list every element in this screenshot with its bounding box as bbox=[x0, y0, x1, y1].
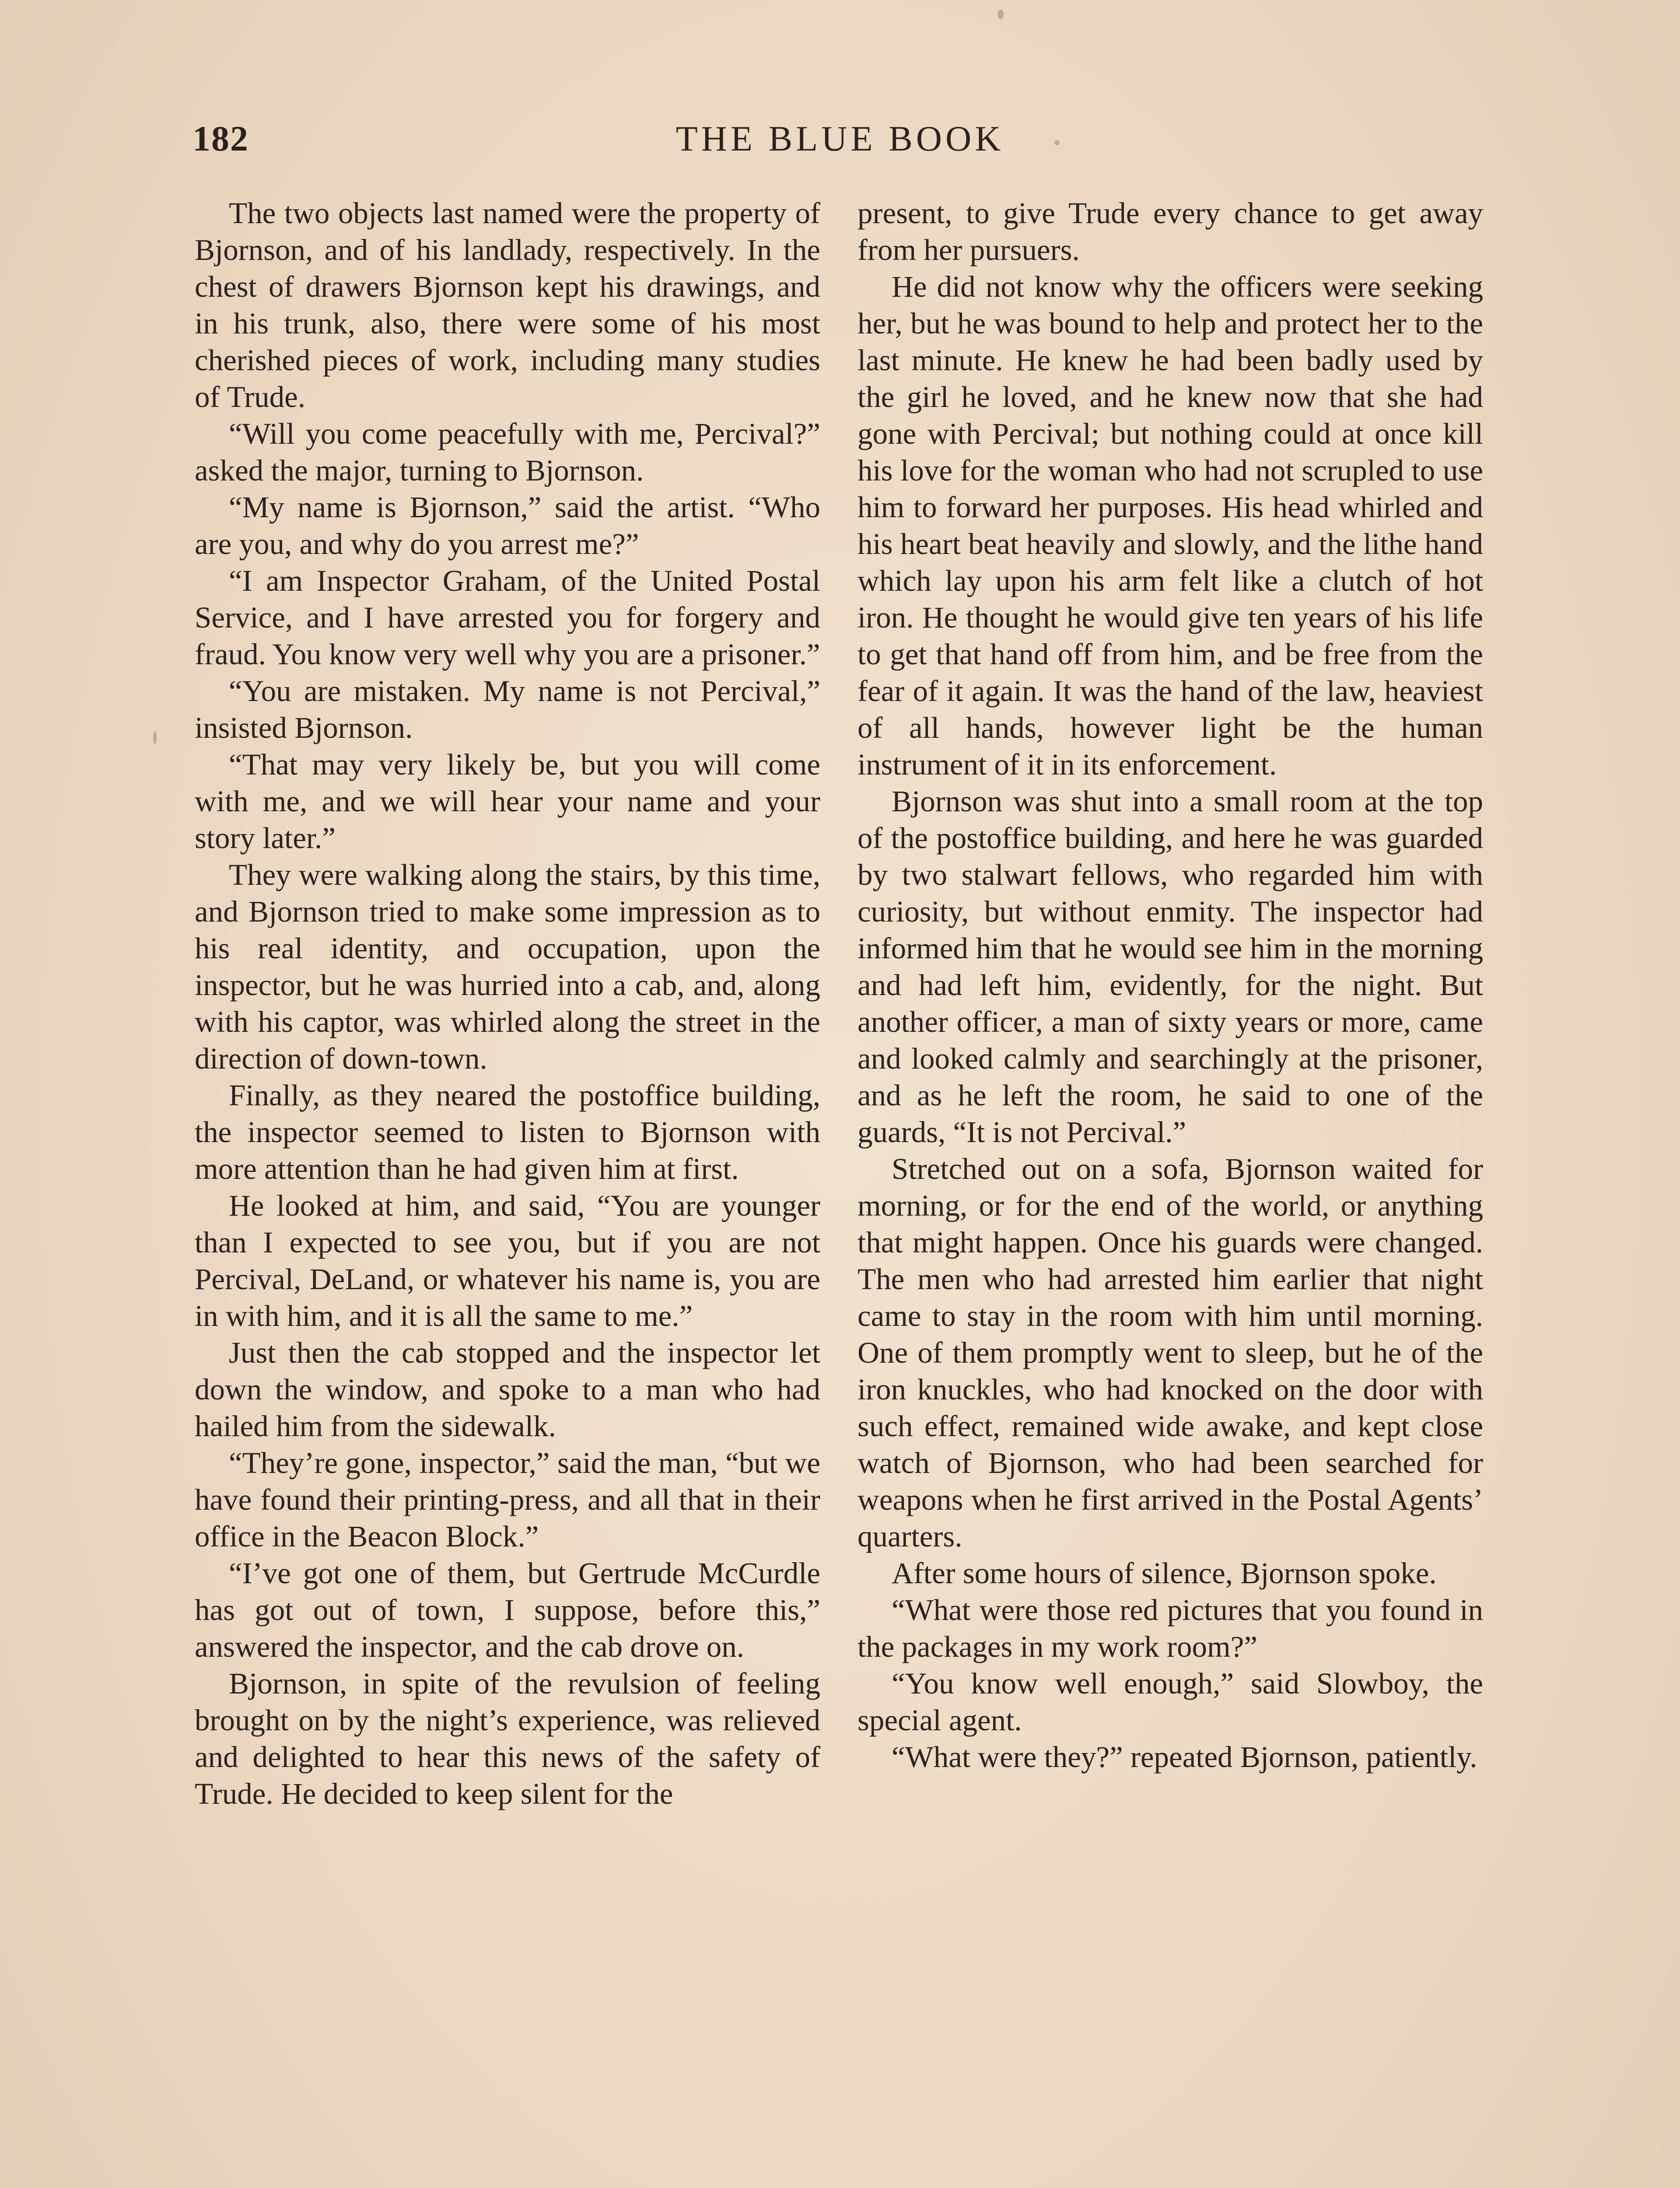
paragraph: “Will you come peacefully with me, Percival?” asked the major, turning to Bjornson. bbox=[195, 417, 820, 487]
paragraph: Just then the cab stopped and the inspector let down the window, and spoke to a man who had hailed him from the sidewalk. bbox=[195, 1336, 820, 1443]
paragraph: Bjornson was shut into a small room at the top of the postoffice building, and here he was guarded by two stalwart fellows, who regarded him with curiosity, but without enmity. The inspector had informed him that he would see him in the morning and had left him, evidently, for the night. But another officer, a man of sixty years or more, came and looked calmly and searchingly at the prisoner, and as he left the room, he said to one of the guards, “It is not Percival.” bbox=[858, 785, 1483, 1149]
paragraph: “I am Inspector Graham, of the United Postal Service, and I have arrested you for forgery and fraud. You know very well why you are a prisoner.” bbox=[195, 564, 820, 671]
paragraph: “They’re gone, inspector,” said the man, “but we have found their printing-press, and all that in their office in the Beacon Block.” bbox=[195, 1446, 820, 1553]
paper-speck bbox=[998, 10, 1004, 19]
paragraph: present, to give Trude every chance to get away from her pursuers. bbox=[858, 196, 1483, 266]
left-text-column bbox=[195, 195, 820, 2188]
paragraph: Bjornson, in spite of the revulsion of feeling brought on by the night’s experience, was relieved and delighted to hear this news of the safety of Trude. He decided to keep silent for the bbox=[195, 1667, 820, 1810]
paragraph: “That may very likely be, but you will come with me, and we will hear your name and your story later.” bbox=[195, 748, 820, 855]
paragraph: Stretched out on a sofa, Bjornson waited for morning, or for the end of the world, or anything that might happen. Once his guards were changed. The men who had arrested him earlier that night came to stay in the room with him until morning. One of them promptly went to sleep, but he of the iron knuckles, who had knocked on the door with such effect, remained wide awake, and kept close watch of Bjornson, who had been searched for weapons when he first arrived in the Postal Agents’ quarters. bbox=[858, 1152, 1483, 1553]
paragraph: He did not know why the officers were seeking her, but he was bound to help and protect her to the last minute. He knew he had been badly used by the girl he loved, and he knew now that she had gone with Percival; but nothing could at once kill his love for the woman who had not scrupled to use him to forward her purposes. His head whirled and his heart beat heavily and slowly, and the lithe hand which lay upon his arm felt like a clutch of hot iron. He thought he would give ten years of his life to get that hand off from him, and be free from the fear of it again. It was the hand of the law, heaviest of all hands, however light be the human instrument of it in its enforcement. bbox=[858, 270, 1483, 781]
paragraph: “What were they?” repeated Bjornson, patiently. bbox=[892, 1740, 1477, 1774]
paragraph: “You are mistaken. My name is not Percival,” insisted Bjornson. bbox=[195, 674, 820, 744]
page-number: 182 bbox=[192, 119, 249, 158]
running-title: THE BLUE BOOK bbox=[676, 119, 1004, 158]
paragraph: “What were those red pictures that you found in the packages in my work room?” bbox=[858, 1593, 1483, 1663]
paragraph: They were walking along the stairs, by this time, and Bjornson tried to make some impression as to his real identity, and occupation, upon the inspector, but he was hurried into a cab, and, along with his captor, was whirled along the street in the direction of down-town. bbox=[195, 858, 820, 1075]
right-text-column bbox=[858, 195, 1483, 2188]
paragraph: He looked at him, and said, “You are younger than I expected to see you, but if you are not Percival, DeLand, or whatever his name is, you are in with him, and it is all the same to me.” bbox=[195, 1189, 820, 1332]
paragraph: “My name is Bjornson,” said the artist. “Who are you, and why do you arrest me?” bbox=[195, 491, 820, 561]
page-header bbox=[192, 118, 1488, 171]
paragraph: “You know well enough,” said Slowboy, the special agent. bbox=[858, 1667, 1483, 1737]
paragraph: The two objects last named were the property of Bjornson, and of his landlady, respectively. In the chest of drawers Bjornson kept his drawings, and in his trunk, also, there were some of his most cherished pieces of work, including many studies of Trude. bbox=[195, 196, 820, 414]
paragraph: After some hours of silence, Bjornson spoke. bbox=[892, 1557, 1437, 1590]
paragraph: “I’ve got one of them, but Gertrude McCurdle has got out of town, I suppose, before this,” answered the inspector, and the cab drove on. bbox=[195, 1557, 820, 1663]
paragraph: Finally, as they neared the postoffice building, the inspector seemed to listen to Bjornson with more attention than he had given him at first. bbox=[195, 1079, 820, 1185]
paper-speck bbox=[153, 731, 157, 744]
